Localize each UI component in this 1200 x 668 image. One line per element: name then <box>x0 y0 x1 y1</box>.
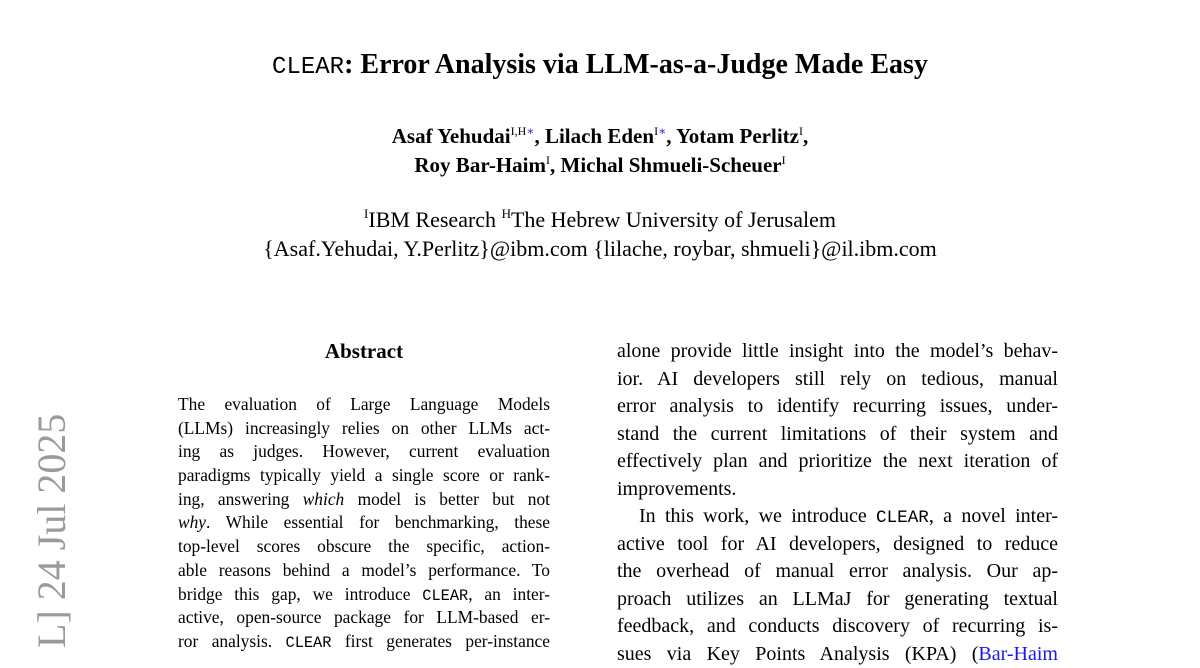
abstract-line: The evaluation of Large Language Models <box>178 393 550 417</box>
arxiv-stamp <box>28 400 76 648</box>
intro-column <box>617 338 1058 668</box>
body-line: sues via Key Points Analysis (KPA) (Bar-Haim <box>617 641 1058 668</box>
body-line: active tool for AI developers, designed to reduce <box>617 531 1058 559</box>
affiliation-org: The Hebrew University of Jerusalem <box>511 207 836 232</box>
equal-contribution-mark[interactable]: ∗ <box>526 124 534 138</box>
author-affil-mark: I <box>799 124 803 138</box>
author-affil-mark: I <box>782 153 786 167</box>
tool-name: CLEAR <box>876 508 929 528</box>
body-line: error analysis to identify recurring issues, under- <box>617 393 1058 421</box>
author-separator: , <box>666 124 676 148</box>
citation-link[interactable]: Bar-Haim <box>978 643 1058 665</box>
abstract-line: why. While essential for benchmarking, these <box>178 511 550 535</box>
author-affil-mark: I <box>654 124 658 138</box>
author-separator: , <box>550 153 561 177</box>
abstract-line: ing, answering which model is better but not <box>178 488 550 512</box>
body-line: effectively plan and prioritize the next iteration of <box>617 448 1058 476</box>
author-emails: {Asaf.Yehudai, Y.Perlitz}@ibm.com {lilache, roybar, shmueli}@il.ibm.com <box>0 234 1200 263</box>
abstract-line: ing as judges. However, current evaluation <box>178 440 550 464</box>
author-separator: , <box>803 124 808 148</box>
affiliation-line <box>0 205 1200 234</box>
author-line-2 <box>0 151 1200 180</box>
body-line: stand the current limitations of their system and <box>617 421 1058 449</box>
tool-name: CLEAR <box>422 587 468 605</box>
author-name: Roy Bar-Haim <box>414 153 546 177</box>
title-text: : Error Analysis via LLM-as-a-Judge Made Easy <box>344 49 928 80</box>
body-line: proach utilizes an LLMaJ for generating textual <box>617 586 1058 614</box>
body-line: the overhead of manual error analysis. Our ap- <box>617 558 1058 586</box>
abstract-line: active, open-source package for LLM-based er- <box>178 606 550 630</box>
emphasis: why <box>178 512 206 532</box>
arxiv-stamp-text: L] 24 Jul 2025 <box>28 400 76 648</box>
author-affil-mark: I <box>546 153 550 167</box>
abstract-line: ror analysis. CLEAR first generates per-instance <box>178 630 550 654</box>
paper-title <box>0 46 1200 87</box>
abstract-line: able reasons behind a model’s performance. To <box>178 559 550 583</box>
abstract-line: bridge this gap, we introduce CLEAR, an inter- <box>178 583 550 607</box>
body-line: alone provide little insight into the model’s behav- <box>617 338 1058 366</box>
tool-name: CLEAR <box>286 634 332 652</box>
body-line: feedback, and conducts discovery of recurring is- <box>617 613 1058 641</box>
abstract-body <box>178 393 550 654</box>
author-affil-mark: I,H <box>511 124 527 138</box>
abstract-heading: Abstract <box>178 337 550 365</box>
equal-contribution-mark[interactable]: ∗ <box>658 124 666 138</box>
abstract-line: paradigms typically yield a single score or rank- <box>178 464 550 488</box>
body-line: improvements. <box>617 476 1058 504</box>
affiliation-org: IBM Research <box>368 207 501 232</box>
affiliations <box>0 205 1200 263</box>
abstract-line: (LLMs) increasingly relies on other LLMs act- <box>178 417 550 441</box>
emphasis: which <box>303 489 345 509</box>
title-tool-name: CLEAR <box>272 54 344 81</box>
body-line: In this work, we introduce CLEAR, a novel inter- <box>617 503 1058 531</box>
author-list <box>0 122 1200 180</box>
affil-mark: H <box>502 206 511 221</box>
author-name: Michal Shmueli-Scheuer <box>561 153 782 177</box>
abstract-line: top-level scores obscure the specific, action- <box>178 535 550 559</box>
body-line: ior. AI developers still rely on tedious, manual <box>617 366 1058 394</box>
author-line-1 <box>0 122 1200 151</box>
author-name: Asaf Yehudai <box>392 124 511 148</box>
affil-mark: I <box>364 206 368 221</box>
author-name: Lilach Eden <box>545 124 654 148</box>
author-separator: , <box>534 124 545 148</box>
author-name: Yotam Perlitz <box>676 124 799 148</box>
